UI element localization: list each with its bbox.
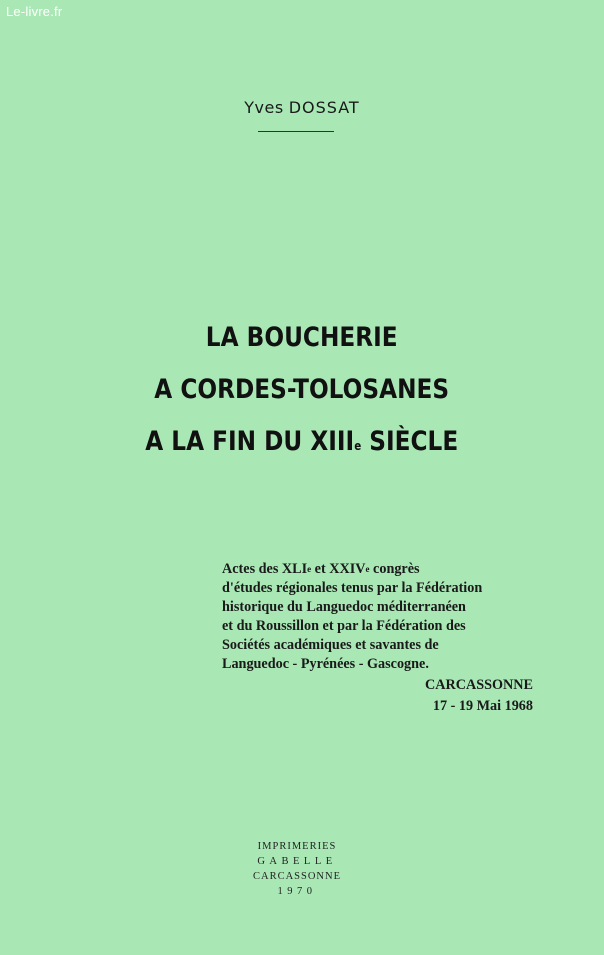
title-line-2: A CORDES-TOLOSANES [154,374,450,405]
acts-line-1 [222,560,542,579]
title-line-3-sup: e [354,439,362,453]
author-first-name: Yves [244,98,284,117]
conference-place-date [0,675,533,717]
acts-line-1-c: congrès [369,561,420,577]
title-line-1: LA BOUCHERIE [205,322,398,353]
acts-line-1-sup-2: e [365,564,370,574]
author-last-name: DOSSAT [288,98,360,117]
conference-dates: 17 - 19 Mai 1968 [432,698,533,714]
acts-line-1-sup-1: e [307,564,312,574]
printer-line-3: CARCASSONNE [252,871,342,882]
acts-line-1-b: et XXIV [311,561,366,577]
acts-line-2: d'études régionales tenus par la Fédération [222,580,483,596]
acts-line-3: historique du Languedoc méditerranéen [222,599,466,615]
author-name [0,98,604,117]
acts-line-1-a: Actes des XLI [222,561,308,577]
watermark: Le-livre.fr [6,4,63,19]
title-line-3-main: A LA FIN DU XIII [145,426,355,457]
printer-line-1: IMPRIMERIES [257,841,337,852]
author-divider [258,131,334,132]
proceedings-note [222,560,542,674]
book-title [42,312,561,468]
printer-imprint [0,839,594,899]
printer-line-2: GABELLE [257,856,337,867]
conference-city: CARCASSONNE [425,677,533,693]
title-line-3 [42,416,561,468]
acts-line-5: Sociétés académiques et savantes de [222,637,439,653]
acts-line-4: et du Roussillon et par la Fédération des [222,618,466,634]
acts-line-6: Languedoc - Pyrénées - Gascogne. [222,656,429,672]
printer-year: 1970 [277,886,317,897]
title-line-3-end: SIÈCLE [361,426,459,457]
